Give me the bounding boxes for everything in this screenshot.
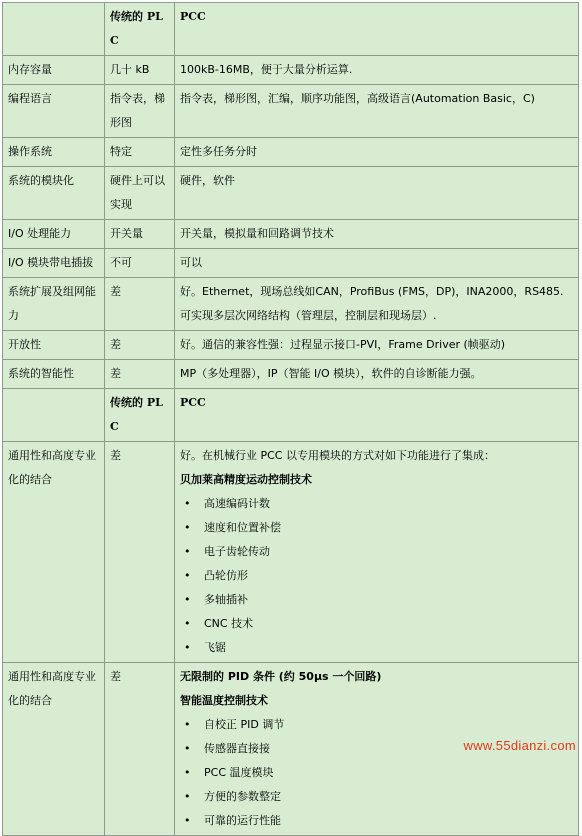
temp-title-control: 智能温度控制技术 <box>180 694 268 707</box>
pcc-cell: 硬件，软件 <box>175 167 579 220</box>
list-item <box>180 492 574 516</box>
motion-list <box>180 492 574 660</box>
pcc-cell: 100kB-16MB，便于大量分析运算. <box>175 56 579 85</box>
table-row <box>3 360 579 389</box>
list-item-label: 多轴插补 <box>204 593 248 606</box>
bullet-icon: • <box>184 766 191 779</box>
header-row <box>3 3 579 56</box>
feature-cell: I/O 处理能力 <box>3 220 105 249</box>
table-row <box>3 278 579 331</box>
plc-cell: 开关量 <box>105 220 175 249</box>
list-item-label: 凸轮仿形 <box>204 569 248 582</box>
list-item <box>180 761 574 785</box>
table-row <box>3 85 579 138</box>
pcc-cell: 可以 <box>175 249 579 278</box>
bullet-icon: • <box>184 569 191 582</box>
bullet-icon: • <box>184 790 191 803</box>
list-item <box>180 713 574 737</box>
header-row-2 <box>3 389 579 442</box>
header-plc: 传统的 PLC <box>105 3 175 56</box>
list-item <box>180 588 574 612</box>
header-pcc: PCC <box>175 389 579 442</box>
bullet-icon: • <box>184 718 191 731</box>
table-row-motion <box>3 442 579 663</box>
feature-cell: 开放性 <box>3 331 105 360</box>
table-row <box>3 138 579 167</box>
list-item-label: 方便的参数整定 <box>204 790 281 803</box>
pcc-cell <box>175 442 579 663</box>
table-row <box>3 249 579 278</box>
comparison-table <box>2 2 579 836</box>
bullet-icon: • <box>184 497 191 510</box>
plc-cell: 几十 kB <box>105 56 175 85</box>
feature-cell: 系统的智能性 <box>3 360 105 389</box>
plc-cell: 指令表，梯形图 <box>105 85 175 138</box>
plc-cell: 特定 <box>105 138 175 167</box>
list-item <box>180 809 574 833</box>
watermark: www.55dianzi.com <box>463 738 576 753</box>
header-pcc: PCC <box>175 3 579 56</box>
feature-cell: 编程语言 <box>3 85 105 138</box>
motion-subtitle: 贝加莱高精度运动控制技术 <box>180 473 312 486</box>
plc-cell: 差 <box>105 360 175 389</box>
list-item-label: 传感器直接接 <box>204 742 270 755</box>
plc-cell: 硬件上可以实现 <box>105 167 175 220</box>
feature-cell: I/O 模块带电插拔 <box>3 249 105 278</box>
bullet-icon: • <box>184 593 191 606</box>
list-item-label: 飞锯 <box>204 641 226 654</box>
temp-list <box>180 713 574 833</box>
list-item-label: 电子齿轮传动 <box>204 545 270 558</box>
list-item-label: CNC 技术 <box>204 617 254 630</box>
header-empty-cell <box>3 3 105 56</box>
pcc-cell: 指令表，梯形图，汇编，顺序功能图，高级语言(Automation Basic，C) <box>175 85 579 138</box>
bullet-icon: • <box>184 814 191 827</box>
list-item <box>180 516 574 540</box>
list-item <box>180 540 574 564</box>
table-row <box>3 167 579 220</box>
motion-intro: 好。在机械行业 PCC 以专用模块的方式对如下功能进行了集成： <box>180 449 495 462</box>
pcc-cell: 开关量，模拟量和回路调节技术 <box>175 220 579 249</box>
bullet-icon: • <box>184 545 191 558</box>
list-item-label: 速度和位置补偿 <box>204 521 281 534</box>
pcc-cell: 好。通信的兼容性强：过程显示接口-PVI，Frame Driver (帧驱动) <box>175 331 579 360</box>
feature-cell: 系统的模块化 <box>3 167 105 220</box>
pcc-cell: MP（多处理器），IP（智能 I/O 模块），软件的自诊断能力强。 <box>175 360 579 389</box>
bullet-icon: • <box>184 641 191 654</box>
table-row <box>3 331 579 360</box>
list-item-label: 自校正 PID 调节 <box>204 718 285 731</box>
bullet-icon: • <box>184 617 191 630</box>
list-item <box>180 564 574 588</box>
feature-cell: 通用性和高度专业化的结合 <box>3 442 105 663</box>
temp-title-pid: 无限制的 PID 条件 (约 50μs 一个回路) <box>180 670 382 683</box>
feature-cell: 内存容量 <box>3 56 105 85</box>
pcc-cell: 定性多任务分时 <box>175 138 579 167</box>
bullet-icon: • <box>184 521 191 534</box>
list-item-label: 高速编码计数 <box>204 497 270 510</box>
plc-cell: 不可 <box>105 249 175 278</box>
list-item-label: 可靠的运行性能 <box>204 814 281 827</box>
list-item-label: PCC 温度模块 <box>204 766 274 779</box>
plc-cell: 差 <box>105 442 175 663</box>
plc-cell: 差 <box>105 663 175 836</box>
feature-cell: 通用性和高度专业化的结合 <box>3 663 105 836</box>
pcc-cell: 好。Ethernet，现场总线如CAN，ProfiBus (FMS，DP)，INA2000，RS485.可实现多层次网络结构（管理层，控制层和现场层）. <box>175 278 579 331</box>
header-plc: 传统的 PLC <box>105 389 175 442</box>
plc-cell: 差 <box>105 331 175 360</box>
list-item <box>180 636 574 660</box>
list-item <box>180 612 574 636</box>
table-row <box>3 220 579 249</box>
list-item <box>180 785 574 809</box>
bullet-icon: • <box>184 742 191 755</box>
feature-cell: 系统扩展及组网能力 <box>3 278 105 331</box>
feature-cell: 操作系统 <box>3 138 105 167</box>
header-empty-cell <box>3 389 105 442</box>
plc-cell: 差 <box>105 278 175 331</box>
table-row <box>3 56 579 85</box>
